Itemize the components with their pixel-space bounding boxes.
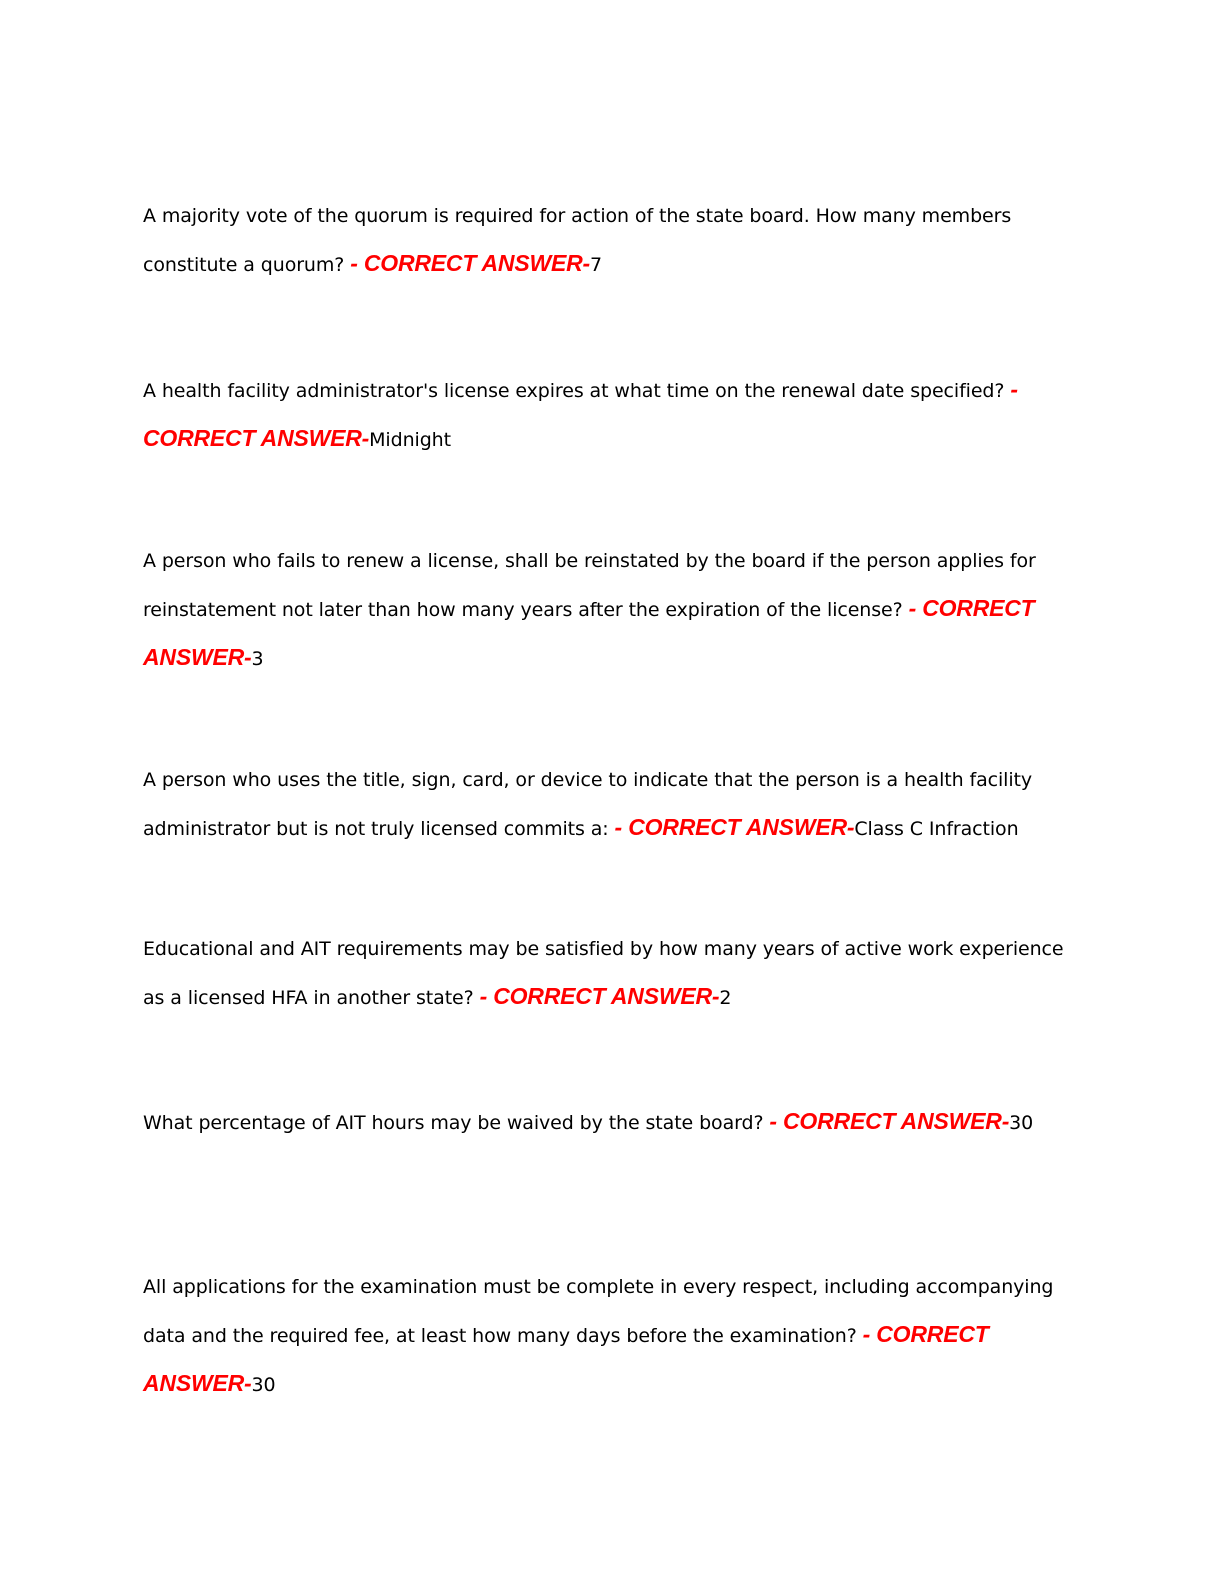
- qa-item-4: [143, 757, 1088, 853]
- question-text: Educational and AIT requirements may be satisfied by how many years of active work experience as a licensed HFA in another state?: [143, 938, 1064, 1009]
- answer-text: Class C Infraction: [854, 818, 1019, 840]
- question-text: A majority vote of the quorum is required for action of the state board. How many members constitute a quorum?: [143, 205, 1012, 276]
- correct-answer-label: - CORRECT ANSWER-: [614, 814, 855, 840]
- qa-item-2: [143, 366, 1088, 464]
- qa-item-3: [143, 538, 1088, 683]
- answer-text: 2: [719, 987, 732, 1009]
- correct-answer-label: - CORRECT ANSWER-: [143, 376, 1018, 451]
- correct-answer-label: - CORRECT ANSWER-: [479, 983, 720, 1009]
- qa-item-7: [143, 1264, 1088, 1409]
- question-text: A person who uses the title, sign, card, or device to indicate that the person is a health facility administrator but is not truly licensed commits a:: [143, 769, 1033, 840]
- correct-answer-label: - CORRECT ANSWER-: [769, 1108, 1010, 1134]
- correct-answer-label: - CORRECT ANSWER-: [350, 250, 591, 276]
- correct-answer-label: - CORRECT ANSWER-: [143, 595, 1035, 670]
- qa-item-6: [143, 1098, 1088, 1147]
- question-text: A person who fails to renew a license, shall be reinstated by the board if the person applies for reinstatement not later than how many years after the expiration of the license?: [143, 550, 1036, 621]
- answer-text: 3: [251, 648, 264, 670]
- qa-item-1: [143, 193, 1088, 289]
- question-text: All applications for the examination must be complete in every respect, including accompanying data and the required fee, at least how many days before the examination?: [143, 1276, 1054, 1347]
- qa-item-5: [143, 926, 1088, 1022]
- answer-text: 7: [590, 254, 603, 276]
- question-text: A health facility administrator's license expires at what time on the renewal date specified?: [143, 380, 1011, 402]
- answer-text: 30: [251, 1374, 276, 1396]
- question-text: What percentage of AIT hours may be waived by the state board?: [143, 1112, 770, 1134]
- correct-answer-label: - CORRECT ANSWER-: [143, 1321, 989, 1396]
- answer-text: 30: [1009, 1112, 1034, 1134]
- answer-text: Midnight: [369, 429, 451, 451]
